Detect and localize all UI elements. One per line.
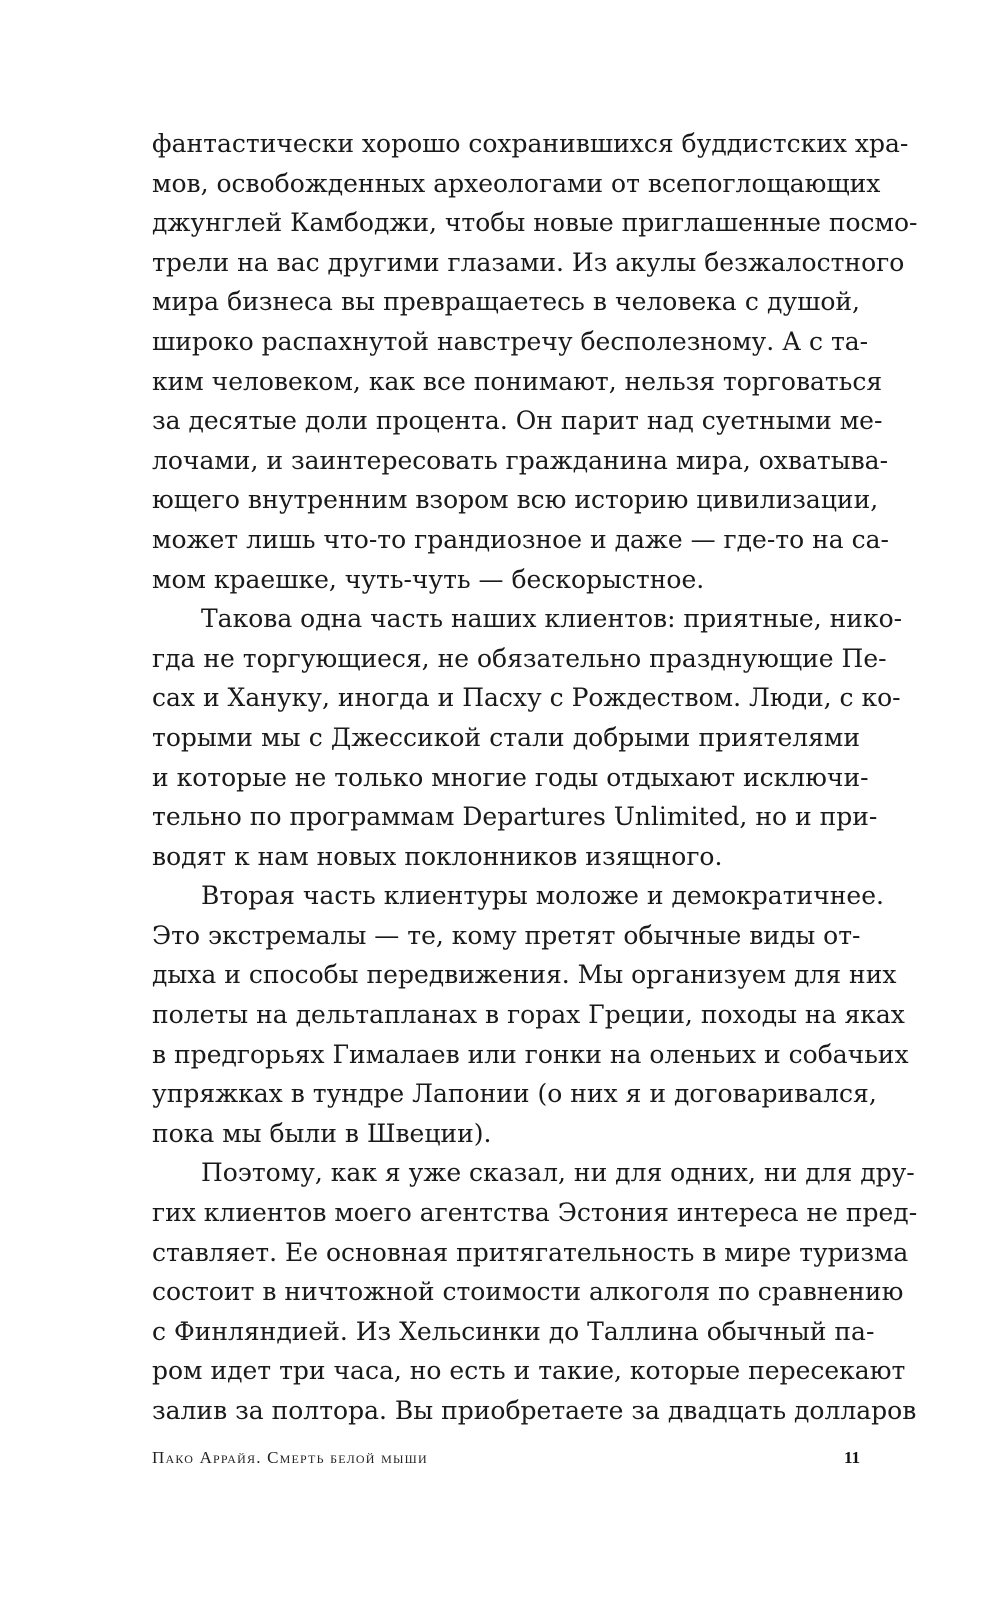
text-line: сах и Хануку, иногда и Пасху с Рождеством. Люди, с ко- (152, 683, 901, 713)
text-line: и которые не только многие годы отдыхают исключи- (152, 762, 869, 792)
paragraph-start-line: Поэтому, как я уже сказал, ни для одних, ни для дру- (201, 1158, 915, 1188)
paragraph-end-line: пока мы были в Швеции). (152, 1118, 492, 1148)
text-line: с Финляндией. Из Хельсинки до Таллина обычный па- (152, 1316, 875, 1346)
text-line: трели на вас другими глазами. Из акулы безжалостного (152, 247, 905, 277)
text-line: мира бизнеса вы превращаетесь в человека с душой, (152, 287, 860, 317)
text-line: гда не торгующиеся, не обязательно празднующие Пе- (152, 643, 887, 673)
text-line: мов, освобожденных археологами от всепоглощающих (152, 168, 881, 198)
text-line: в предгорьях Гималаев или гонки на оленьих и собачьих (152, 1039, 909, 1069)
body-text (152, 124, 918, 1431)
text-line: ким человеком, как все понимают, нельзя торговаться (152, 366, 883, 396)
text-line: гих клиентов моего агентства Эстония интереса не пред- (152, 1198, 918, 1228)
text-line: ющего внутренним взором всю историю цивилизации, (152, 485, 879, 515)
page-footer (152, 1448, 860, 1478)
text-line: упряжках в тундре Лапонии (о них я и договаривался, (152, 1079, 877, 1109)
text-line: джунглей Камбоджи, чтобы новые приглашенные посмо- (152, 208, 918, 238)
page-number: 11 (843, 1448, 860, 1467)
text-line: фантастически хорошо сохранившихся буддистских хра- (152, 129, 909, 158)
text-line: полеты на дельтапланах в горах Греции, походы на яках (152, 1000, 905, 1030)
text-line: может лишь что-то грандиозное и даже — где-то на са- (152, 524, 889, 554)
text-line: Это экстремалы — те, кому претят обычные виды от- (152, 920, 861, 950)
text-line: лочами, и заинтересовать гражданина мира, охватыва- (152, 445, 889, 475)
text-line: за десятые доли процента. Он парит над суетными ме- (152, 406, 883, 436)
text-line: дыха и способы передвижения. Мы организуем для них (152, 960, 897, 990)
text-line: ром идет три часа, но есть и такие, которые пересекают (152, 1356, 906, 1386)
paragraph-end-line: водят к нам новых поклонников изящного. (152, 841, 723, 871)
paragraph-end-line: мом краешке, чуть-чуть — бескорыстное. (152, 564, 705, 594)
text-line: тельно по программам Departures Unlimited, но и при- (152, 802, 878, 832)
text-line: залив за полтора. Вы приобретаете за двадцать долларов (152, 1396, 917, 1425)
paragraph-start-line: Такова одна часть наших клиентов: приятные, нико- (201, 604, 903, 634)
paragraph-start-line: Вторая часть клиентуры моложе и демократичнее. (201, 881, 884, 911)
text-line: состоит в ничтожной стоимости алкоголя по сравнению (152, 1277, 904, 1307)
text-line: торыми мы с Джессикой стали добрыми приятелями (152, 722, 860, 752)
text-line: ставляет. Ее основная притягательность в мире туризма (152, 1237, 909, 1267)
running-head: Пако Аррайя. Смерть белой мыши (152, 1448, 428, 1467)
text-line: широко распахнутой навстречу бесполезному. А с та- (152, 326, 869, 356)
